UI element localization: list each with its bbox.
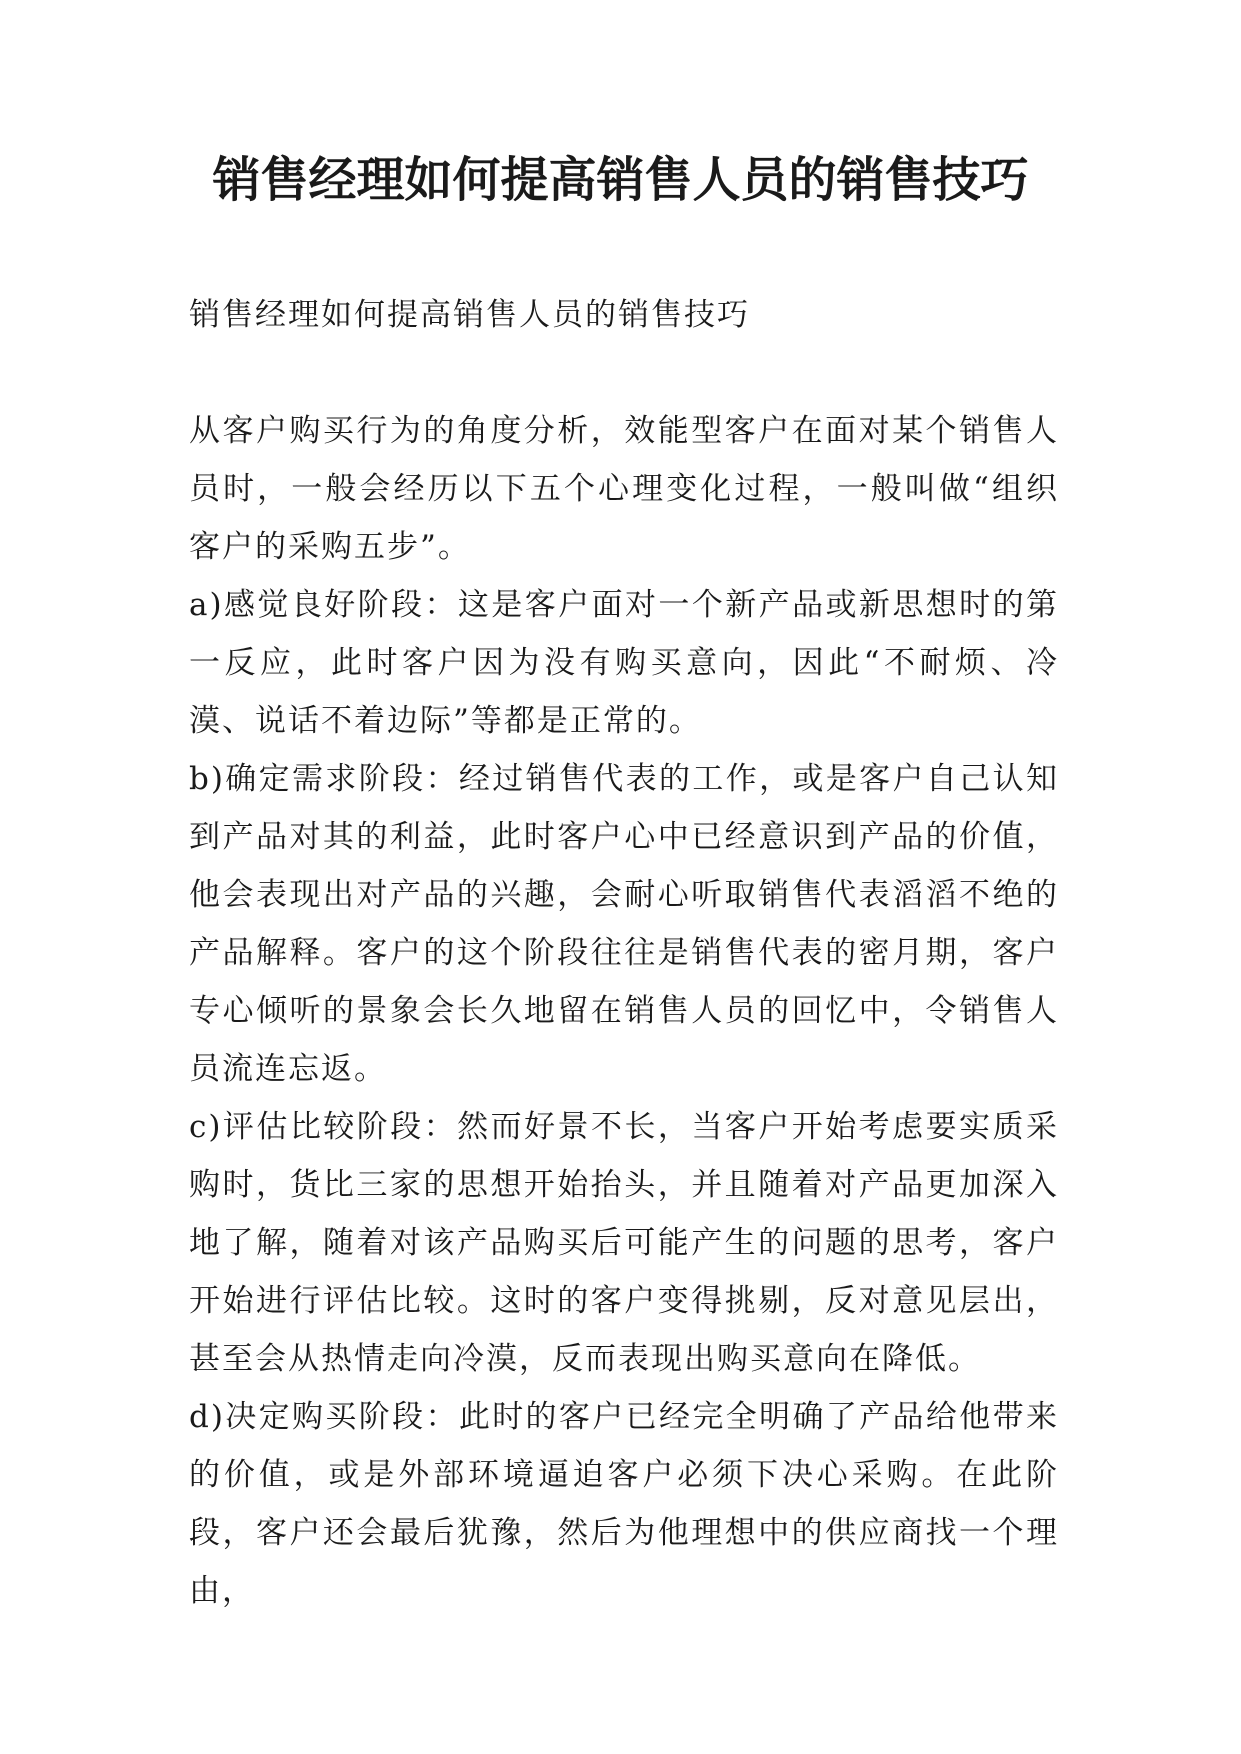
paragraph-stage-c: c)评估比较阶段：然而好景不长，当客户开始考虑要实质采购时，货比三家的思想开始抬头，并且随着对产品更加深入地了解，随着对该产品购买后可能产生的问题的思考，客户开始进行评估比较。这时的客户变得挑剔，反对意见层出，甚至会从热情走向冷漠，反而表现出购买意向在降低。 xyxy=(189,1109,1059,1377)
paragraph-stage-b: b)确定需求阶段：经过销售代表的工作，或是客户自己认知到产品对其的利益，此时客户心中已经意识到产品的价值，他会表现出对产品的兴趣，会耐心听取销售代表滔滔不绝的产品解释。客户的这个阶段往往是销售代表的密月期，客户专心倾听的景象会长久地留在销售人员的回忆中，令销售人员流连忘返。 xyxy=(189,761,1059,1087)
document-title: 销售经理如何提高销售人员的销售技巧 xyxy=(212,152,1029,208)
document-body xyxy=(189,286,1059,1620)
document-subtitle: 销售经理如何提高销售人员的销售技巧 xyxy=(189,297,750,333)
paragraph-intro: 从客户购买行为的角度分析，效能型客户在面对某个销售人员时，一般会经历以下五个心理变化过程，一般叫做“组织客户的采购五步”。 xyxy=(189,413,1059,565)
paragraph-stage-a: a)感觉良好阶段：这是客户面对一个新产品或新思想时的第一反应，此时客户因为没有购买意向，因此“不耐烦、冷漠、说话不着边际”等都是正常的。 xyxy=(189,587,1059,739)
paragraph-stage-d: d)决定购买阶段：此时的客户已经完全明确了产品给他带来的价值，或是外部环境逼迫客户必须下决心采购。在此阶段，客户还会最后犹豫，然后为他理想中的供应商找一个理由， xyxy=(189,1399,1059,1609)
